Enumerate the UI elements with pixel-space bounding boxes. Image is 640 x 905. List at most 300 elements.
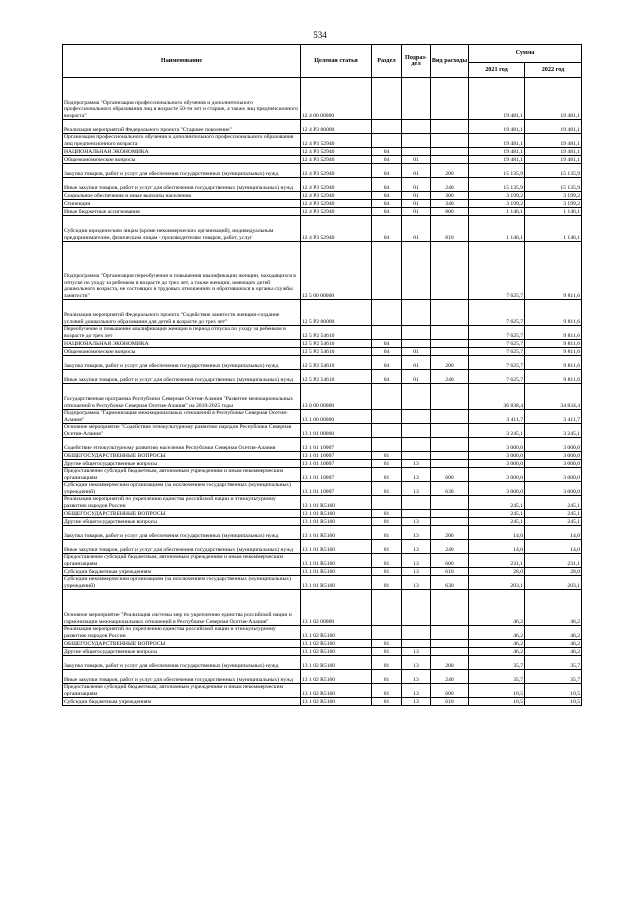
row-target-code: 13 1 02 R5160 xyxy=(301,656,372,670)
row-amount-2021: 245,1 xyxy=(469,510,525,518)
row-name: Другие общегосударственные вопросы xyxy=(63,648,301,656)
row-subsection: 13 xyxy=(402,518,431,526)
row-amount-2021: 1 146,1 xyxy=(469,208,525,216)
row-amount-2022: 9 811,6 xyxy=(525,340,582,348)
row-section: 01 xyxy=(372,468,402,482)
table-row xyxy=(63,370,582,384)
row-subsection: 13 xyxy=(402,540,431,554)
row-amount-2022: 3 000,0 xyxy=(525,452,582,460)
row-amount-2022: 9 811,6 xyxy=(525,242,582,300)
row-target-code: 13 0 00 00000 xyxy=(301,384,372,410)
row-expense-type: 630 xyxy=(431,482,469,496)
row-expense-type: 610 xyxy=(431,698,469,706)
row-target-code: 12 4 P3 52940 xyxy=(301,192,372,200)
row-section: 04 xyxy=(372,216,402,242)
row-expense-type xyxy=(431,590,469,626)
row-amount-2022: 9 811,6 xyxy=(525,348,582,356)
row-subsection: 13 xyxy=(402,648,431,656)
row-expense-type: 610 xyxy=(431,568,469,576)
row-name: Основное мероприятие "Реализация системы мер по укреплению единства российской нации и гармонизации межнациональных отношений в Республике Северная Осетия-Алания" xyxy=(63,590,301,626)
row-section: 01 xyxy=(372,640,402,648)
row-target-code: 12 4 P3 52940 xyxy=(301,164,372,178)
row-amount-2021: 7 625,7 xyxy=(469,340,525,348)
row-expense-type: 240 xyxy=(431,540,469,554)
row-amount-2022: 9 811,6 xyxy=(525,370,582,384)
row-amount-2022: 19 481,1 xyxy=(525,148,582,156)
row-target-code: 12 4 P3 52940 xyxy=(301,208,372,216)
row-subsection: 13 xyxy=(402,482,431,496)
table-row xyxy=(63,554,582,568)
row-expense-type xyxy=(431,120,469,134)
row-amount-2022: 34 834,4 xyxy=(525,384,582,410)
row-amount-2021: 3 000,0 xyxy=(469,452,525,460)
row-section xyxy=(372,242,402,300)
row-section: 04 xyxy=(372,340,402,348)
row-section: 01 xyxy=(372,576,402,590)
table-row xyxy=(63,518,582,526)
row-amount-2022: 10,5 xyxy=(525,684,582,698)
table-row xyxy=(63,326,582,340)
row-amount-2021: 3 199,2 xyxy=(469,200,525,208)
row-amount-2021: 3 000,0 xyxy=(469,460,525,468)
row-name: Закупка товаров, работ и услуг для обеспечения государственных (муниципальных) нужд xyxy=(63,356,301,370)
row-amount-2022: 19 481,1 xyxy=(525,78,582,120)
row-section: 01 xyxy=(372,510,402,518)
row-section: 01 xyxy=(372,648,402,656)
row-subsection: 13 xyxy=(402,526,431,540)
row-target-code: 13 1 01 10007 xyxy=(301,468,372,482)
row-target-code: 13 1 01 00000 xyxy=(301,424,372,438)
row-section: 01 xyxy=(372,482,402,496)
row-name: Другие общегосударственные вопросы xyxy=(63,518,301,526)
header-subsection: Подраз-дел xyxy=(402,45,431,78)
row-expense-type: 340 xyxy=(431,200,469,208)
row-name: Иные закупки товаров, работ и услуг для обеспечения государственных (муниципальных) нужд xyxy=(63,540,301,554)
row-expense-type: 240 xyxy=(431,370,469,384)
row-subsection xyxy=(402,300,431,326)
row-section: 04 xyxy=(372,208,402,216)
row-subsection xyxy=(402,438,431,452)
row-expense-type: 240 xyxy=(431,178,469,192)
table-body xyxy=(63,78,582,706)
row-amount-2021: 1 146,1 xyxy=(469,216,525,242)
row-section: 01 xyxy=(372,526,402,540)
row-amount-2022: 203,1 xyxy=(525,576,582,590)
row-amount-2021: 3 199,2 xyxy=(469,192,525,200)
row-name: Организация профессионального обучения и дополнительного профессионального образования лиц предпенсионного возраста xyxy=(63,134,301,148)
row-amount-2022: 245,1 xyxy=(525,518,582,526)
table-row xyxy=(63,120,582,134)
row-section: 01 xyxy=(372,540,402,554)
row-subsection xyxy=(402,78,431,120)
row-target-code: 12 5 P2 54610 xyxy=(301,340,372,348)
table-row xyxy=(63,482,582,496)
row-expense-type xyxy=(431,348,469,356)
row-target-code: 13 1 02 R5160 xyxy=(301,648,372,656)
row-amount-2022: 15 135,9 xyxy=(525,164,582,178)
row-target-code: 13 1 01 10007 xyxy=(301,452,372,460)
row-name: Другие общегосударственные вопросы xyxy=(63,460,301,468)
row-amount-2021: 19 481,1 xyxy=(469,148,525,156)
row-section xyxy=(372,326,402,340)
row-target-code: 13 1 00 00000 xyxy=(301,410,372,424)
row-amount-2021: 15 135,9 xyxy=(469,164,525,178)
table-row xyxy=(63,468,582,482)
table-row xyxy=(63,626,582,640)
row-name: Содействие этнокультурному развитию населения Республики Северная Осетия-Алания xyxy=(63,438,301,452)
row-expense-type xyxy=(431,156,469,164)
row-section xyxy=(372,120,402,134)
row-amount-2022: 3 245,1 xyxy=(525,424,582,438)
row-amount-2022: 15 135,9 xyxy=(525,178,582,192)
table-row xyxy=(63,684,582,698)
row-amount-2021: 14,0 xyxy=(469,526,525,540)
row-target-code: 12 4 P3 52940 xyxy=(301,216,372,242)
row-expense-type xyxy=(431,300,469,326)
row-target-code: 13 1 02 00000 xyxy=(301,590,372,626)
row-expense-type xyxy=(431,626,469,640)
row-amount-2021: 7 625,7 xyxy=(469,326,525,340)
table-row xyxy=(63,192,582,200)
row-expense-type xyxy=(431,134,469,148)
row-target-code: 13 1 02 R5160 xyxy=(301,698,372,706)
table-row xyxy=(63,348,582,356)
row-target-code: 13 1 01 R5160 xyxy=(301,568,372,576)
row-expense-type: 600 xyxy=(431,684,469,698)
row-subsection xyxy=(402,384,431,410)
row-amount-2022: 3 411,7 xyxy=(525,410,582,424)
row-amount-2022: 28,0 xyxy=(525,568,582,576)
row-name: Иные закупки товаров, работ и услуг для обеспечения государственных (муниципальных) нужд xyxy=(63,178,301,192)
row-name: Закупка товаров, работ и услуг для обеспечения государственных (муниципальных) нужд xyxy=(63,656,301,670)
row-name: Закупка товаров, работ и услуг для обеспечения государственных (муниципальных) нужд xyxy=(63,526,301,540)
row-expense-type xyxy=(431,148,469,156)
row-subsection: 01 xyxy=(402,192,431,200)
row-expense-type: 800 xyxy=(431,208,469,216)
row-expense-type: 240 xyxy=(431,670,469,684)
row-target-code: 12 4 P3 52940 xyxy=(301,134,372,148)
row-section: 04 xyxy=(372,156,402,164)
row-amount-2021: 46,2 xyxy=(469,590,525,626)
row-subsection: 13 xyxy=(402,576,431,590)
row-amount-2021: 3 000,0 xyxy=(469,468,525,482)
row-target-code: 13 1 02 R5160 xyxy=(301,640,372,648)
row-amount-2021: 19 481,1 xyxy=(469,120,525,134)
row-target-code: 12 4 P3 52940 xyxy=(301,200,372,208)
row-target-code: 12 5 00 00000 xyxy=(301,242,372,300)
row-amount-2021: 7 625,7 xyxy=(469,300,525,326)
row-section: 01 xyxy=(372,568,402,576)
row-amount-2021: 14,0 xyxy=(469,540,525,554)
table-row xyxy=(63,134,582,148)
row-subsection xyxy=(402,590,431,626)
table-row xyxy=(63,438,582,452)
row-target-code: 12 4 P3 52940 xyxy=(301,178,372,192)
row-name: Иные закупки товаров, работ и услуг для обеспечения государственных (муниципальных) нужд xyxy=(63,670,301,684)
row-name: ОБЩЕГОСУДАРСТВЕННЫЕ ВОПРОСЫ xyxy=(63,510,301,518)
header-code: Целевая статья xyxy=(301,45,372,78)
row-target-code: 12 5 P2 54610 xyxy=(301,326,372,340)
row-subsection xyxy=(402,640,431,648)
row-amount-2021: 19 481,1 xyxy=(469,156,525,164)
row-subsection: 13 xyxy=(402,670,431,684)
row-amount-2021: 7 625,7 xyxy=(469,356,525,370)
row-subsection: 13 xyxy=(402,554,431,568)
row-target-code: 13 1 01 10007 xyxy=(301,482,372,496)
row-expense-type xyxy=(431,452,469,460)
row-target-code: 13 1 02 R5160 xyxy=(301,684,372,698)
row-name: Субсидии некоммерческим организациям (за исключением государственных (муниципальных) учреждений) xyxy=(63,576,301,590)
row-subsection: 13 xyxy=(402,568,431,576)
table-row xyxy=(63,200,582,208)
row-amount-2021: 19 481,1 xyxy=(469,134,525,148)
row-target-code: 13 1 01 R5160 xyxy=(301,526,372,540)
row-target-code: 12 5 P2 54610 xyxy=(301,370,372,384)
row-amount-2022: 1 146,1 xyxy=(525,208,582,216)
row-subsection: 13 xyxy=(402,684,431,698)
table-row xyxy=(63,698,582,706)
row-amount-2021: 46,2 xyxy=(469,648,525,656)
row-amount-2021: 10,5 xyxy=(469,698,525,706)
row-section xyxy=(372,134,402,148)
row-amount-2022: 35,7 xyxy=(525,670,582,684)
table-row xyxy=(63,648,582,656)
row-amount-2021: 15 135,9 xyxy=(469,178,525,192)
row-section xyxy=(372,424,402,438)
row-expense-type xyxy=(431,340,469,348)
row-subsection: 01 xyxy=(402,208,431,216)
row-name: Иные закупки товаров, работ и услуг для обеспечения государственных (муниципальных) нужд xyxy=(63,370,301,384)
row-section: 01 xyxy=(372,656,402,670)
row-expense-type: 200 xyxy=(431,356,469,370)
row-amount-2021: 3 411,7 xyxy=(469,410,525,424)
row-expense-type xyxy=(431,326,469,340)
budget-table xyxy=(62,44,582,706)
row-amount-2022: 35,7 xyxy=(525,656,582,670)
row-amount-2022: 9 811,6 xyxy=(525,300,582,326)
row-name: Подпрограмма "Гармонизация межнациональных отношений в Республике Северная Осетия-Алания" xyxy=(63,410,301,424)
row-target-code: 13 1 01 10007 xyxy=(301,460,372,468)
table-row xyxy=(63,526,582,540)
row-amount-2021: 36 838,4 xyxy=(469,384,525,410)
row-target-code: 13 1 01 10007 xyxy=(301,438,372,452)
row-amount-2021: 19 481,1 xyxy=(469,78,525,120)
row-expense-type xyxy=(431,510,469,518)
row-target-code: 13 1 01 R5160 xyxy=(301,554,372,568)
row-name: Реализация мероприятий Федерального проекта "Старшее поколение" xyxy=(63,120,301,134)
row-amount-2022: 14,0 xyxy=(525,540,582,554)
row-name: Реализация мероприятий по укреплению единства российской нации и этнокультурному развитию народов России xyxy=(63,626,301,640)
row-amount-2022: 245,1 xyxy=(525,496,582,510)
table-row xyxy=(63,460,582,468)
row-target-code: 12 5 P2 00000 xyxy=(301,300,372,326)
row-amount-2022: 3 199,2 xyxy=(525,200,582,208)
header-section: Раздел xyxy=(372,45,402,78)
row-name: Переобучение и повышение квалификации женщин в период отпуска по уходу за ребенком в возрасте до трех лет xyxy=(63,326,301,340)
row-section xyxy=(372,590,402,626)
row-amount-2021: 35,7 xyxy=(469,656,525,670)
row-expense-type: 300 xyxy=(431,192,469,200)
table-row xyxy=(63,356,582,370)
row-subsection: 13 xyxy=(402,468,431,482)
row-subsection: 01 xyxy=(402,216,431,242)
row-section xyxy=(372,300,402,326)
row-subsection: 01 xyxy=(402,164,431,178)
table-row xyxy=(63,156,582,164)
row-subsection: 01 xyxy=(402,370,431,384)
row-expense-type: 200 xyxy=(431,164,469,178)
row-name: ОБЩЕГОСУДАРСТВЕННЫЕ ВОПРОСЫ xyxy=(63,640,301,648)
row-amount-2021: 245,1 xyxy=(469,518,525,526)
row-section: 04 xyxy=(372,178,402,192)
row-section: 01 xyxy=(372,698,402,706)
row-section xyxy=(372,78,402,120)
header-expense-type: Вид расходы xyxy=(431,45,469,78)
row-section: 04 xyxy=(372,164,402,178)
row-amount-2021: 46,2 xyxy=(469,626,525,640)
row-amount-2021: 35,7 xyxy=(469,670,525,684)
table-row xyxy=(63,164,582,178)
row-expense-type xyxy=(431,460,469,468)
row-name: Социальное обеспечение и иные выплаты населению xyxy=(63,192,301,200)
row-amount-2022: 1 146,1 xyxy=(525,216,582,242)
page-number: 534 xyxy=(313,30,327,40)
row-section: 01 xyxy=(372,452,402,460)
row-subsection xyxy=(402,242,431,300)
table-row xyxy=(63,452,582,460)
row-amount-2022: 46,2 xyxy=(525,648,582,656)
row-expense-type: 630 xyxy=(431,576,469,590)
row-section xyxy=(372,496,402,510)
row-subsection: 01 xyxy=(402,178,431,192)
row-amount-2022: 14,0 xyxy=(525,526,582,540)
row-target-code: 13 1 01 R5160 xyxy=(301,510,372,518)
row-target-code: 12 5 P2 54610 xyxy=(301,348,372,356)
row-name: Общеэкономические вопросы xyxy=(63,156,301,164)
row-name: Иные бюджетные ассигнования xyxy=(63,208,301,216)
row-name: Субсидии бюджетным учреждениям xyxy=(63,568,301,576)
row-amount-2021: 203,1 xyxy=(469,576,525,590)
row-amount-2022: 9 811,6 xyxy=(525,356,582,370)
row-amount-2022: 231,1 xyxy=(525,554,582,568)
row-name: НАЦИОНАЛЬНАЯ ЭКОНОМИКА xyxy=(63,340,301,348)
row-name: Подпрограмма "Организация переобучения и повышения квалификации женщин, находящихся в отпуске по уходу за ребенком в возрасте до трех лет, а также женщин, имеющих детей дошкольного возраста, не состоящих в трудовых отношениях и обратившихся в органы службы занятости" xyxy=(63,242,301,300)
table-header xyxy=(63,45,582,78)
table-row xyxy=(63,540,582,554)
table-row xyxy=(63,216,582,242)
row-amount-2021: 10,5 xyxy=(469,684,525,698)
row-subsection xyxy=(402,424,431,438)
row-target-code: 12 5 P2 54610 xyxy=(301,356,372,370)
row-subsection xyxy=(402,452,431,460)
row-subsection: 01 xyxy=(402,200,431,208)
row-amount-2022: 3 000,0 xyxy=(525,460,582,468)
header-year-2021: 2021 год xyxy=(469,63,525,78)
row-expense-type xyxy=(431,78,469,120)
row-name: Государственная программа Республики Северная Осетия-Алания "Развитие межнациональных отношений в Республике Северная Осетия-Алания" на 2019-2025 годы xyxy=(63,384,301,410)
table-row xyxy=(63,300,582,326)
row-expense-type: 600 xyxy=(431,554,469,568)
table-row xyxy=(63,656,582,670)
row-expense-type xyxy=(431,496,469,510)
row-expense-type: 810 xyxy=(431,216,469,242)
row-target-code: 13 1 01 R5160 xyxy=(301,518,372,526)
table-row xyxy=(63,340,582,348)
row-amount-2022: 46,2 xyxy=(525,626,582,640)
row-section: 01 xyxy=(372,460,402,468)
row-amount-2021: 46,2 xyxy=(469,640,525,648)
row-section xyxy=(372,438,402,452)
row-expense-type xyxy=(431,640,469,648)
row-subsection: 01 xyxy=(402,348,431,356)
row-name: Субсидии юридическим лицам (кроме некоммерческих организаций), индивидуальным предпринимателям, физическим лицам - производителям товаров, работ, услуг xyxy=(63,216,301,242)
row-name: Реализация мероприятий Федерального проекта "Содействие занятости женщин-создание условий дошкольного образования для детей в возрасте до трех лет" xyxy=(63,300,301,326)
row-subsection xyxy=(402,626,431,640)
row-amount-2022: 46,2 xyxy=(525,640,582,648)
table-row xyxy=(63,510,582,518)
row-subsection: 13 xyxy=(402,460,431,468)
row-amount-2022: 3 000,0 xyxy=(525,468,582,482)
row-amount-2021: 3 245,1 xyxy=(469,424,525,438)
row-section: 01 xyxy=(372,684,402,698)
row-expense-type: 200 xyxy=(431,656,469,670)
row-section xyxy=(372,384,402,410)
row-subsection: 13 xyxy=(402,698,431,706)
row-section: 04 xyxy=(372,370,402,384)
row-target-code: 13 1 02 R5160 xyxy=(301,626,372,640)
row-amount-2021: 28,0 xyxy=(469,568,525,576)
row-amount-2022: 3 000,0 xyxy=(525,482,582,496)
table-row xyxy=(63,424,582,438)
header-sum: Сумма xyxy=(469,45,582,63)
row-name: Подпрограмма "Организация профессионального обучения и дополнительного профессионального образования лиц в возрасте 50-ти лет и старше, а также лиц предпенсионного возраста" xyxy=(63,78,301,120)
row-name: Стипендии xyxy=(63,200,301,208)
table-row xyxy=(63,242,582,300)
row-subsection xyxy=(402,326,431,340)
row-name: Субсидии некоммерческим организациям (за исключением государственных (муниципальных) учреждений) xyxy=(63,482,301,496)
row-name: Предоставление субсидий бюджетным, автономным учреждениям и иным некоммерческим организациям xyxy=(63,468,301,482)
table-row xyxy=(63,568,582,576)
row-subsection: 13 xyxy=(402,656,431,670)
row-amount-2022: 245,1 xyxy=(525,510,582,518)
row-subsection xyxy=(402,148,431,156)
row-name: ОБЩЕГОСУДАРСТВЕННЫЕ ВОПРОСЫ xyxy=(63,452,301,460)
table-row xyxy=(63,178,582,192)
row-target-code: 12 4 00 00000 xyxy=(301,78,372,120)
table-row xyxy=(63,576,582,590)
row-name: НАЦИОНАЛЬНАЯ ЭКОНОМИКА xyxy=(63,148,301,156)
table-row xyxy=(63,670,582,684)
row-target-code: 13 1 02 R5160 xyxy=(301,670,372,684)
row-amount-2021: 245,1 xyxy=(469,496,525,510)
row-subsection xyxy=(402,410,431,424)
table-row xyxy=(63,496,582,510)
row-amount-2021: 7 625,7 xyxy=(469,348,525,356)
row-subsection xyxy=(402,120,431,134)
row-amount-2021: 231,1 xyxy=(469,554,525,568)
row-amount-2021: 3 000,0 xyxy=(469,438,525,452)
row-amount-2021: 7 625,7 xyxy=(469,242,525,300)
row-section xyxy=(372,410,402,424)
row-name: Реализация мероприятий по укреплению единства российской нации и этнокультурному развитию народов России xyxy=(63,496,301,510)
row-expense-type xyxy=(431,242,469,300)
header-name: Наименование xyxy=(63,45,301,78)
row-section: 01 xyxy=(372,518,402,526)
row-amount-2022: 3 199,2 xyxy=(525,192,582,200)
table-row xyxy=(63,148,582,156)
row-subsection xyxy=(402,510,431,518)
row-subsection xyxy=(402,340,431,348)
